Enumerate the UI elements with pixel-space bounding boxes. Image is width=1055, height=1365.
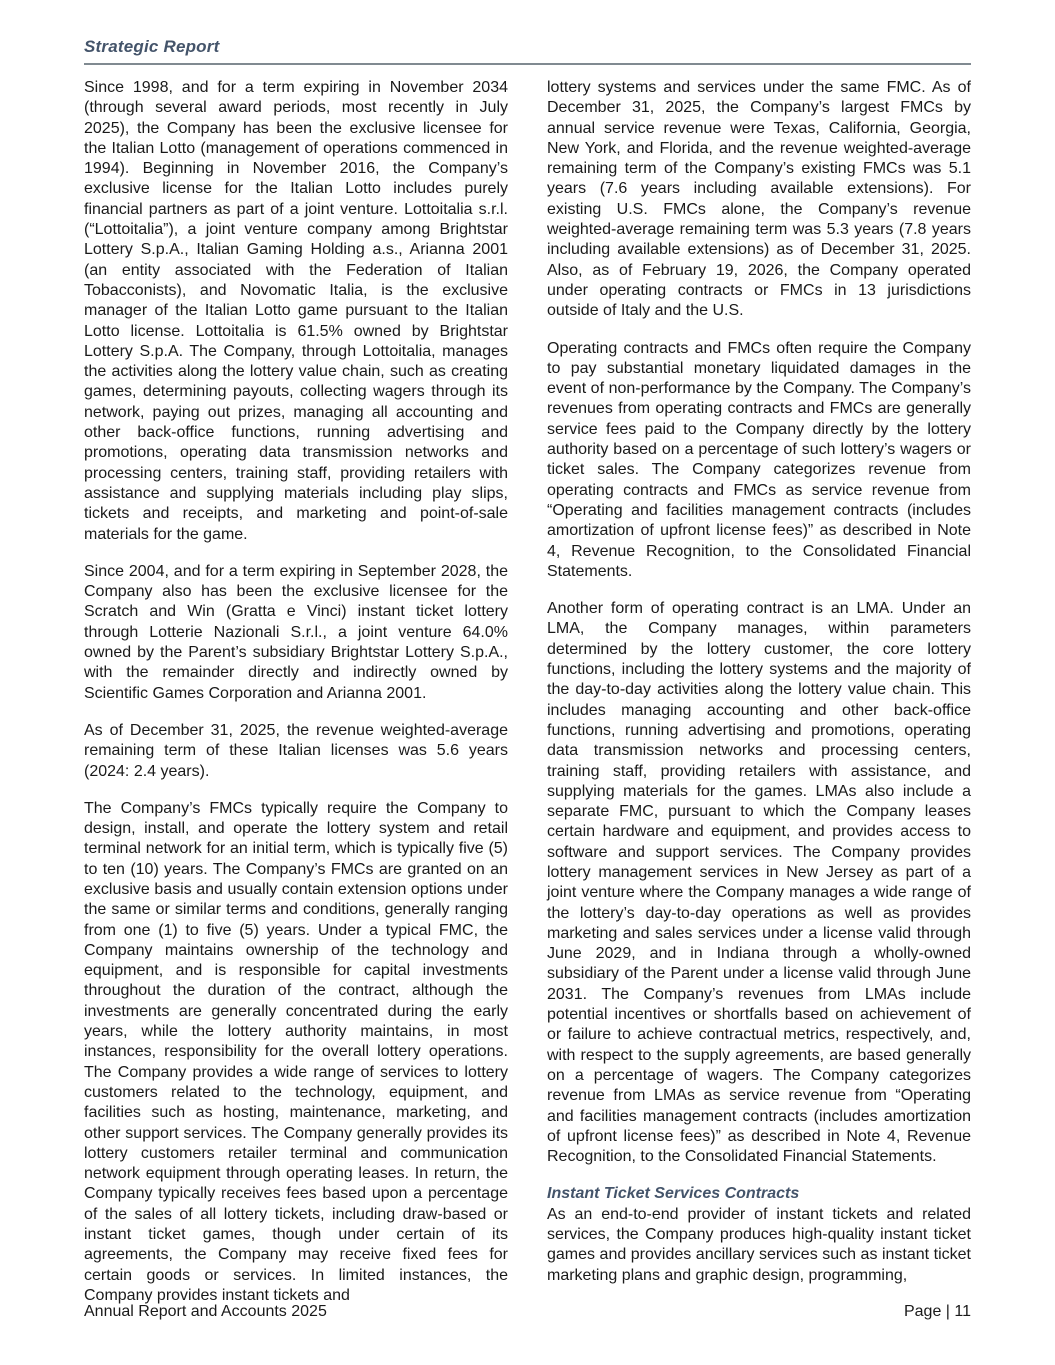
footer-report-name: Annual Report and Accounts 2025 <box>84 1303 327 1320</box>
paragraph-fmc-continued: lottery systems and services under the same FMC. As of December 31, 2025, the Company’s largest FMCs by annual service revenue were Texas, California, Georgia, New York, and Florida, and the revenue weighted-average remaining term of the Company’s existing FMCs was 5.1 years (7.6 years including available extensions). For existing U.S. FMCs alone, the Company’s revenue weighted-average remaining term was 5.3 years (7.8 years including available extensions) as of December 31, 2025. Also, as of February 19, 2026, the Company operated under operating contracts or FMCs in 13 jurisdictions outside of Italy and the U.S. <box>547 79 971 320</box>
paragraph-operating-contracts: Operating contracts and FMCs often require the Company to pay substantial monetary liquidated damages in the event of non-performance by the Company. The Company’s revenues from operating contracts and FMCs are generally service fees paid to the Company directly by the lottery authority based on a percentage of such lottery’s wagers or ticket sales. The Company categorizes revenue from operating contracts and FMCs as service revenue from “Operating and facilities management contracts (includes amortization of upfront license fees)” as described in Note 4, Revenue Recognition, to the Consolidated Financial Statements. <box>547 339 971 580</box>
subheading-instant-ticket-services-contracts: Instant Ticket Services Contracts <box>547 1185 800 1203</box>
right-column <box>547 78 971 1306</box>
paragraph-instant-ticket-services: As an end-to-end provider of instant tickets and related services, the Company produces high-quality instant ticket games and provides ancillary services such as instant ticket marketing plans and graphic design, programming, <box>547 1205 971 1284</box>
page-header <box>0 0 1055 65</box>
paragraph-italian-lotto: Since 1998, and for a term expiring in November 2034 (through several award periods, most recently in July 2025), the Company has been the exclusive licensee for the Italian Lotto (management of operations commenced in 1994). Beginning in November 2016, the Company’s exclusive license for the Italian Lotto includes purely financial partners as part of a joint venture. Lottoitalia s.r.l. (“Lottoitalia”), a joint venture company among Brightstar Lottery S.p.A., Italian Gaming Holding a.s., Arianna 2001 (an entity associated with the Federation of Italian Tobacconists), and Novomatic Italia, is the exclusive manager of the Italian Lotto game pursuant to the Italian Lotto license. Lottoitalia is 61.5% owned by Brightstar Lottery S.p.A. The Company, through Lottoitalia, manages the activities along the lottery value chain, such as creating games, determining payouts, collecting wagers through its network, paying out prizes, managing all accounting and other back-office functions, running advertising and promotions, operating data transmission networks and processing centers, training staff, providing retailers with assistance and supplying materials including play slips, tickets and receipts, and marketing and point-of-sale materials for the game. <box>84 79 508 543</box>
paragraph-fmc-terms: The Company’s FMCs typically require the Company to design, install, and operate the lottery system and retail terminal network for an initial term, which is typically five (5) to ten (10) years. The Company’s FMCs are granted on an exclusive basis and usually contain extension options under the same or similar terms and conditions, generally ranging from one (1) to five (5) years. Under a typical FMC, the Company maintains ownership of the technology and equipment, and is responsible for capital investments throughout the duration of the contract, although the investments are generally concentrated during the early years, while the lottery authority maintains, in most instances, responsibility for the overall lottery operations. The Company provides a wide range of services to lottery customers related to the technology, equipment, and facilities such as hosting, maintenance, marketing, and other support services. The Company generally provides its lottery customers retailer terminal and communication network equipment through operating leases. In return, the Company typically receives fees based upon a percentage of the sales of all lottery tickets, including draw-based or instant ticket games, though under certain of its agreements, the Company may receive fixed fees for certain goods or services. In limited instances, the Company provides instant tickets and <box>84 799 508 1304</box>
paragraph-lma: Another form of operating contract is an LMA. Under an LMA, the Company manages, within parameters determined by the lottery customer, the core lottery functions, including the lottery systems and the majority of the day-to-day activities along the lottery value chain. This includes managing accounting and other back-office functions, running advertising and promotions, operating data transmission networks and processing centers, training staff, providing retailers with assistance, and supplying materials for the games. LMAs also include a separate FMC, pursuant to which the Company leases certain hardware and equipment, and provides access to software and support services. The Company provides lottery management services in New Jersey as part of a joint venture where the Company manages a wide range of the lottery’s day-to-day operations as well as provides marketing and sales services under a license valid through June 2029, and in Indiana through a wholly-owned subsidiary of the Parent under a license valid through June 2031. The Company’s revenues from LMAs include potential incentives or shortfalls based on achievement of or failure to achieve contractual metrics, respectively, and, with respect to the supply agreements, are based generally on a percentage of wagers. The Company categorizes revenue from LMAs as service revenue from “Operating and facilities management contracts (includes amortization of upfront license fees)” as described in Note 4, Revenue Recognition, to the Consolidated Financial Statements. <box>547 600 971 1166</box>
page-footer <box>84 1302 971 1322</box>
left-column <box>84 78 508 1306</box>
footer-page-number: Page | 11 <box>903 1303 971 1320</box>
page-title: Strategic Report <box>84 37 220 56</box>
body-columns <box>0 65 1055 1306</box>
paragraph-italian-licenses-term: As of December 31, 2025, the revenue weighted-average remaining term of these Italian licenses was 5.6 years (2024: 2.4 years). <box>84 721 508 780</box>
paragraph-scratch-and-win: Since 2004, and for a term expiring in September 2028, the Company also has been the exclusive licensee for the Scratch and Win (Gratta e Vinci) instant ticket lottery through Lotterie Nazionali S.r.l., a joint venture 64.0% owned by the Parent’s subsidiary Brightstar Lottery S.p.A., with the remainder directly and indirectly owned by Scientific Games Corporation and Arianna 2001. <box>84 562 508 702</box>
